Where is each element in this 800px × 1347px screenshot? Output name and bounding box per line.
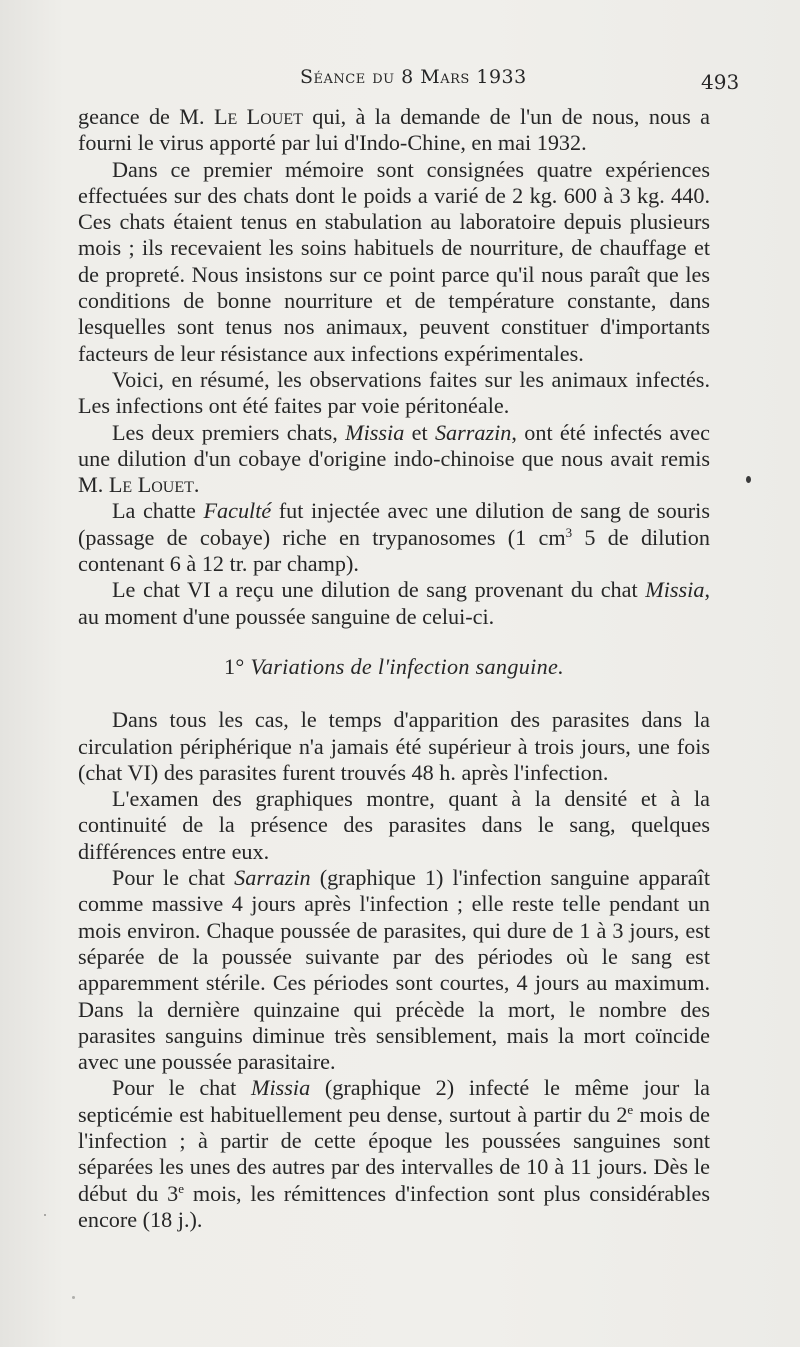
section-heading	[78, 654, 710, 680]
page-header	[0, 62, 800, 92]
paragraph-7: Dans tous les cas, le temps d'apparition des parasites dans la circulation périphérique n'a jamais été supérieur à trois jours, une fois (chat VI) des parasites furent trouvés 48 h. après l'infection.	[78, 707, 710, 785]
cat-name: Missia	[345, 419, 405, 445]
person-name: Le Louet	[108, 472, 194, 498]
paragraph-2: Dans ce premier mémoire sont consignées quatre expériences effectuées sur des chats dont le poids a varié de 2 kg. 600 à 3 kg. 440. Ces chats étaient tenus en stabulation au laboratoire depuis plusieurs mois ; ils recevaient les soins habituels de nourriture, de chauffage et de propreté. Nous insistons sur ce point parce qu'il nous paraît que les conditions de bonne nourriture et de température constante, dans lesquelles sont tenus nos animaux, peuvent constituer d'importants facteurs de leur résistance aux infections expérimentales.	[78, 156, 710, 366]
cat-name: Sarrazin	[434, 419, 512, 445]
paragraph-8: L'examen des graphiques montre, quant à la densité et à la continuité de la présence des parasites dans le sang, quelques différences entre eux.	[78, 786, 710, 864]
ink-speck	[72, 1296, 75, 1299]
page-number: 493	[701, 70, 740, 94]
section-number: 1°	[224, 653, 245, 679]
cat-name: Faculté	[203, 498, 272, 524]
superscript: e	[627, 1101, 634, 1117]
superscript: e	[178, 1180, 184, 1196]
paragraph-4: Les deux premiers chats, Missia et Sarrazin, ont été infectés avec une dilution d'un cobaye d'origine indo-chinoise que nous avait remis M. Le Louet.	[78, 419, 710, 498]
cat-name: Missia	[645, 577, 705, 603]
section-title: Variations de l'infection sanguine.	[250, 653, 564, 679]
running-head	[300, 66, 527, 88]
cat-name: Sarrazin	[234, 865, 311, 891]
running-head-session: Séance du	[300, 66, 402, 88]
paragraph-9: Pour le chat Sarrazin (graphique 1) l'infection sanguine apparaît comme massive 4 jours après l'infection ; elle reste telle pendant un mois environ. Chaque poussée de parasites, qui dure de 1 à 3 jours, est séparée de la poussée suivante par des périodes où le sang est apparemment stérile. Ces périodes sont courtes, 4 jours au maximum. Dans la dernière quinzaine qui précède la mort, le nombre des parasites sanguins diminue très sensiblement, mais la mort coïncide avec une poussée parasitaire.	[78, 865, 710, 1075]
superscript: 3	[565, 524, 573, 540]
paragraph-1: geance de M. Le Louet qui, à la demande de l'un de nous, nous a fourni le virus apporté par lui d'Indo-Chine, en mai 1932.	[78, 104, 710, 156]
paragraph-5: La chatte Faculté fut injectée avec une dilution de sang de souris (passage de cobaye) riche en trypanosomes (1 $cm^3$ 5 de dilution contenant 6 à 12 tr. par champ).	[78, 498, 710, 577]
ink-speck	[746, 476, 751, 483]
person-name: Le Louet	[213, 104, 303, 129]
paragraph-6: Le chat VI a reçu une dilution de sang provenant du chat Missia, au moment d'une poussée sanguine de celui-ci.	[78, 577, 710, 629]
paragraph-10: Pour le chat Missia (graphique 2) infecté le même jour la septicémie est habituellement peu dense, surtout à partir du 2e mois de l'infection ; à partir de cette époque les poussées sanguines sont séparées les unes des autres par des intervalles de 10 à 11 jours. Dès le début du 3e mois, les rémittences d'infection sont plus considérables encore (18 j.).	[78, 1075, 711, 1232]
cat-name: Missia	[250, 1075, 311, 1101]
article-body	[78, 104, 710, 1233]
paragraph-3: Voici, en résumé, les observations faites sur les animaux infectés. Les infections ont été faites par voie péritonéale.	[78, 366, 710, 419]
ink-speck	[44, 1214, 46, 1216]
running-head-date: 8 Mars 1933	[401, 66, 527, 88]
